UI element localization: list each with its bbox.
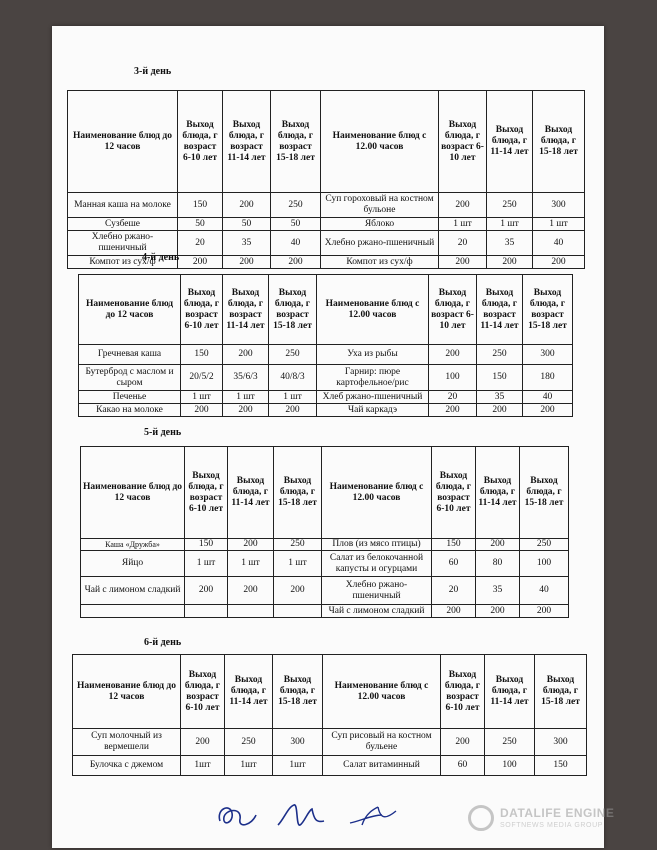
col-header: Наименование блюд с 12.00 часов — [317, 275, 429, 345]
value-cell: 50 — [223, 218, 271, 231]
value-cell: 250 — [271, 193, 321, 218]
menu-table-day6 — [72, 654, 587, 776]
value-cell: 60 — [441, 756, 485, 776]
value-cell: 200 — [477, 404, 523, 417]
col-header: Выход блюда, г возраст 11-14 лет — [223, 275, 269, 345]
table-row — [79, 391, 573, 404]
value-cell: 200 — [439, 193, 487, 218]
value-cell: 200 — [223, 345, 269, 365]
value-cell: 200 — [223, 404, 269, 417]
value-cell: 200 — [274, 577, 322, 605]
watermark-subtitle: SOFTNEWS MEDIA GROUP — [500, 822, 604, 829]
value-cell: 150 — [477, 365, 523, 391]
signature-2 — [274, 799, 329, 834]
col-header: Выход блюда, г 15-18 лет — [274, 447, 322, 539]
day-title: 5-й день — [144, 427, 182, 438]
value-cell: 60 — [432, 551, 476, 577]
value-cell: 250 — [477, 345, 523, 365]
dish-cell: Салат витаминный — [323, 756, 441, 776]
col-header: Выход блюда, г 15-18 лет — [533, 91, 585, 193]
value-cell: 20/5/2 — [181, 365, 223, 391]
value-cell: 20 — [439, 231, 487, 256]
table-header-row — [73, 655, 587, 729]
value-cell: 300 — [523, 345, 573, 365]
value-cell: 200 — [439, 256, 487, 269]
value-cell: 35/6/3 — [223, 365, 269, 391]
table-row — [73, 756, 587, 776]
table-row — [81, 551, 569, 577]
table-header-row — [81, 447, 569, 539]
dish-cell: Чай с лимоном сладкий — [81, 577, 185, 605]
value-cell: 200 — [181, 729, 225, 756]
table-row — [81, 605, 569, 618]
value-cell: 1шт — [273, 756, 323, 776]
value-cell: 200 — [178, 256, 223, 269]
col-header: Выход блюда, г возраст 6-10 лет — [432, 447, 476, 539]
value-cell: 180 — [523, 365, 573, 391]
dish-cell: Каша «Дружба» — [81, 539, 185, 551]
dish-cell: Сузбеше — [68, 218, 178, 231]
col-header: Выход блюда, г 15-18 лет — [273, 655, 323, 729]
dish-cell: Яйцо — [81, 551, 185, 577]
dish-cell — [81, 605, 185, 618]
table-row — [79, 345, 573, 365]
value-cell: 200 — [476, 539, 520, 551]
value-cell: 300 — [273, 729, 323, 756]
value-cell: 150 — [432, 539, 476, 551]
value-cell: 200 — [520, 605, 569, 618]
dish-cell: Чай с лимоном сладкий — [322, 605, 432, 618]
dish-cell: Яблоко — [321, 218, 439, 231]
col-header: Наименование блюд до 12 часов — [68, 91, 178, 193]
col-header: Выход блюда, г 11-14 лет — [225, 655, 273, 729]
value-cell: 200 — [228, 577, 274, 605]
dish-cell: Плов (из мясо птицы) — [322, 539, 432, 551]
value-cell: 300 — [533, 193, 585, 218]
value-cell — [274, 605, 322, 618]
col-header: Наименование блюд до 12 часов — [81, 447, 185, 539]
value-cell: 40 — [271, 231, 321, 256]
col-header: Выход блюда, г возраст 6-10 лет — [181, 275, 223, 345]
col-header: Выход блюда, г возраст 15-18 лет — [269, 275, 317, 345]
dish-cell: Уха из рыбы — [317, 345, 429, 365]
value-cell: 250 — [485, 729, 535, 756]
dish-cell: Хлеб ржано-пшеничный — [317, 391, 429, 404]
value-cell: 35 — [487, 231, 533, 256]
value-cell: 1 шт — [439, 218, 487, 231]
value-cell: 150 — [178, 193, 223, 218]
dish-cell: Чай каркадэ — [317, 404, 429, 417]
value-cell: 200 — [476, 605, 520, 618]
col-header: Выход блюда, г 11-14 лет — [228, 447, 274, 539]
value-cell: 200 — [223, 193, 271, 218]
table-header-row — [79, 275, 573, 345]
dish-cell: Хлебно ржано-пшеничный — [321, 231, 439, 256]
col-header: Наименование блюд с 12.00 часов — [323, 655, 441, 729]
dish-cell: Печенье — [79, 391, 181, 404]
col-header: Выход блюда, г 15-18 лет — [520, 447, 569, 539]
dish-cell: Компот из сух/ф — [68, 256, 178, 269]
value-cell: 250 — [487, 193, 533, 218]
watermark-title: DATALIFE ENGINE — [500, 806, 615, 820]
col-header: Выход блюда, г возраст 15-18 лет — [271, 91, 321, 193]
col-header: Выход блюда, г возраст 6-10 лет — [178, 91, 223, 193]
value-cell: 150 — [185, 539, 228, 551]
value-cell — [185, 605, 228, 618]
menu-table-day3 — [67, 90, 585, 269]
col-header: Выход блюда, г возраст 6-10 лет — [185, 447, 228, 539]
value-cell: 250 — [225, 729, 273, 756]
value-cell: 1 шт — [274, 551, 322, 577]
watermark-logo-icon — [468, 805, 494, 831]
value-cell: 200 — [432, 605, 476, 618]
col-header: Выход блюда, г возраст 6-10 лет — [439, 91, 487, 193]
value-cell: 20 — [432, 577, 476, 605]
value-cell: 150 — [535, 756, 587, 776]
col-header: Наименование блюд до 12 часов — [79, 275, 181, 345]
value-cell: 50 — [178, 218, 223, 231]
value-cell: 200 — [269, 404, 317, 417]
value-cell: 1 шт — [533, 218, 585, 231]
value-cell: 1 шт — [223, 391, 269, 404]
value-cell: 1 шт — [269, 391, 317, 404]
dish-cell: Бутерброд с маслом и сыром — [79, 365, 181, 391]
value-cell: 200 — [487, 256, 533, 269]
col-header: Выход блюда, г возраст 6-10 лет — [429, 275, 477, 345]
value-cell: 200 — [181, 404, 223, 417]
day-title: 3-й день — [134, 66, 172, 77]
value-cell: 200 — [441, 729, 485, 756]
value-cell: 1шт — [181, 756, 225, 776]
value-cell: 40 — [520, 577, 569, 605]
menu-table-day5 — [80, 446, 569, 618]
value-cell: 20 — [429, 391, 477, 404]
table-header-row — [68, 91, 585, 193]
value-cell: 200 — [523, 404, 573, 417]
value-cell: 250 — [520, 539, 569, 551]
dish-cell: Булочка с джемом — [73, 756, 181, 776]
col-header: Выход блюда, г 11-14 лет — [487, 91, 533, 193]
dish-cell: Манная каша на молоке — [68, 193, 178, 218]
dish-cell: Хлебно ржано-пшеничный — [322, 577, 432, 605]
dish-cell: Суп рисовый на костном бульене — [323, 729, 441, 756]
signature-3 — [348, 799, 408, 834]
value-cell: 150 — [181, 345, 223, 365]
value-cell: 200 — [429, 345, 477, 365]
table-row — [81, 539, 569, 551]
value-cell: 40 — [523, 391, 573, 404]
value-cell: 1шт — [225, 756, 273, 776]
value-cell: 35 — [476, 577, 520, 605]
col-header: Выход блюда, г 11-14 лет — [476, 447, 520, 539]
value-cell: 80 — [476, 551, 520, 577]
value-cell: 40/8/3 — [269, 365, 317, 391]
table-row — [79, 404, 573, 417]
table-row — [68, 218, 585, 231]
table-row — [73, 729, 587, 756]
watermark — [468, 805, 628, 835]
value-cell: 20 — [178, 231, 223, 256]
dish-cell: Хлебно ржано-пшеничный — [68, 231, 178, 256]
col-header: Наименование блюд с 12.00 часов — [321, 91, 439, 193]
day-title: 4-й день — [142, 252, 180, 263]
col-header: Выход блюда, г возраст 11-14 лет — [223, 91, 271, 193]
value-cell: 250 — [274, 539, 322, 551]
value-cell: 200 — [185, 577, 228, 605]
day-title: 6-й день — [144, 637, 182, 648]
dish-cell: Гречневая каша — [79, 345, 181, 365]
value-cell: 250 — [269, 345, 317, 365]
document-page — [52, 26, 604, 848]
value-cell: 200 — [228, 539, 274, 551]
dish-cell: Суп гороховый на костном бульоне — [321, 193, 439, 218]
value-cell: 200 — [533, 256, 585, 269]
col-header: Выход блюда, г 11-14 лет — [485, 655, 535, 729]
value-cell: 1 шт — [487, 218, 533, 231]
dish-cell: Компот из сух/ф — [321, 256, 439, 269]
value-cell: 50 — [271, 218, 321, 231]
dish-cell: Какао на молоке — [79, 404, 181, 417]
col-header: Наименование блюд до 12 часов — [73, 655, 181, 729]
table-row — [68, 193, 585, 218]
signature-1 — [212, 799, 267, 834]
value-cell: 1 шт — [185, 551, 228, 577]
value-cell: 1 шт — [228, 551, 274, 577]
dish-cell: Салат из белокочанной капусты и огурцами — [322, 551, 432, 577]
col-header: Наименование блюд с 12.00 часов — [322, 447, 432, 539]
dish-cell: Суп молочный из вермешели — [73, 729, 181, 756]
value-cell: 200 — [429, 404, 477, 417]
value-cell — [228, 605, 274, 618]
value-cell: 100 — [485, 756, 535, 776]
value-cell: 35 — [477, 391, 523, 404]
value-cell: 35 — [223, 231, 271, 256]
menu-table-day4 — [78, 274, 573, 417]
value-cell: 1 шт — [181, 391, 223, 404]
value-cell: 100 — [520, 551, 569, 577]
col-header: Выход блюда, г возраст 15-18 лет — [523, 275, 573, 345]
table-row — [79, 365, 573, 391]
col-header: Выход блюда, г 15-18 лет — [535, 655, 587, 729]
value-cell: 40 — [533, 231, 585, 256]
col-header: Выход блюда, г возраст 6-10 лет — [181, 655, 225, 729]
col-header: Выход блюда, г возраст 6-10 лет — [441, 655, 485, 729]
value-cell: 200 — [223, 256, 271, 269]
value-cell: 200 — [271, 256, 321, 269]
value-cell: 100 — [429, 365, 477, 391]
table-row — [81, 577, 569, 605]
col-header: Выход блюда, г возраст 11-14 лет — [477, 275, 523, 345]
dish-cell: Гарнир: пюре картофельное/рис — [317, 365, 429, 391]
value-cell: 300 — [535, 729, 587, 756]
